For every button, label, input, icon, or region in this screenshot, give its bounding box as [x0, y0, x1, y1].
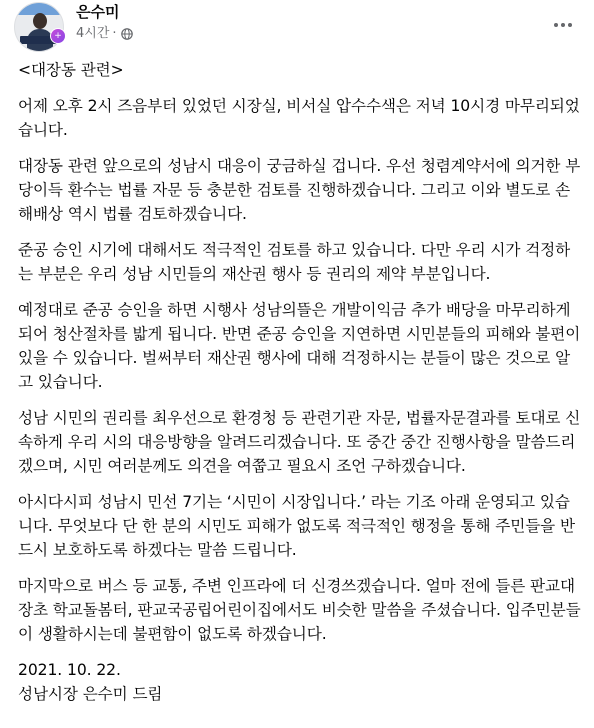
post-date: 2021. 10. 22. [18, 661, 121, 679]
post-paragraph-heading: <대장동 관련> [18, 61, 124, 79]
more-horizontal-icon-dot [568, 23, 572, 27]
post-paragraph: 예정대로 준공 승인을 하면 시행사 성남의뜰은 개발이익금 추가 배당을 마무리하게 되어 청산절차를 밟게 됩니다. 반면 준공 승인을 지연하면 시민분들의 피해와 불편이 있을 수 있습니다. 벌써부터 재산권 행사에 대해 걱정하시는 분들이 많은 것으로 알고 있습니다. [18, 301, 581, 391]
post-paragraph: 어제 오후 2시 즈음부터 있었던 시장실, 비서실 압수수색은 저녁 10시경 마무리되었습니다. [18, 97, 580, 139]
post-paragraph: 마지막으로 버스 등 교통, 주변 인프라에 더 신경쓰겠습니다. 얼마 전에 들른 판교대장초 학교돌봄터, 판교국공립어린이집에서도 비슷한 말씀을 주셨습니다. 입주민분들이 생활하시는데 불편함이 없도록 하겠습니다. [18, 577, 581, 643]
globe-icon[interactable] [121, 28, 133, 40]
avatar-badge [50, 28, 66, 44]
post-paragraph: 아시다시피 성남시 민선 7기는 ‘시민이 시장입니다.’ 라는 기조 아래 운영되고 있습니다. 무엇보다 단 한 분의 시민도 피해가 없도록 적극적인 행정을 통해 주민들을 반드시 보호하도록 하겠다는 말씀 드립니다. [18, 493, 575, 559]
more-options-button[interactable] [546, 8, 580, 42]
post-paragraph: 준공 승인 시기에 대해서도 적극적인 검토를 하고 있습니다. 다만 우리 시가 걱정하는 부분은 우리 성남 시민들의 재산권 행사 등 권리의 제약 부분입니다. [18, 241, 571, 283]
post-header [0, 0, 594, 52]
author-name[interactable]: 은수미 [76, 3, 120, 21]
post-meta [76, 25, 133, 43]
avatar[interactable] [14, 2, 64, 52]
avatar-badge-icon: + [51, 29, 65, 43]
post-paragraph: 성남 시민의 권리를 최우선으로 환경청 등 관련기관 자문, 법률자문결과를 토대로 신속하게 우리 시의 대응방향을 알려드리겠습니다. 또 중간 중간 진행사항을 말씀드리겠으며, 시민 여러분께도 의견을 여쭙고 필요시 조언 구하겠습니다. [18, 409, 581, 475]
more-horizontal-icon-dot [554, 23, 558, 27]
post-signature: 성남시장 은수미 드림 [18, 685, 163, 703]
post-paragraph: 대장동 관련 앞으로의 성남시 대응이 궁금하실 겁니다. 우선 청렴계약서에 의거한 부당이득 환수는 법률 자문 등 충분한 검토를 진행하겠습니다. 그리고 이와 별도로 손해배상 역시 법률 검토하겠습니다. [18, 157, 581, 223]
avatar-person-head [33, 13, 47, 29]
post-body [18, 58, 584, 706]
more-horizontal-icon-dot [561, 23, 565, 27]
post-time[interactable]: 4시간 [76, 26, 110, 41]
meta-separator: · [112, 26, 117, 41]
